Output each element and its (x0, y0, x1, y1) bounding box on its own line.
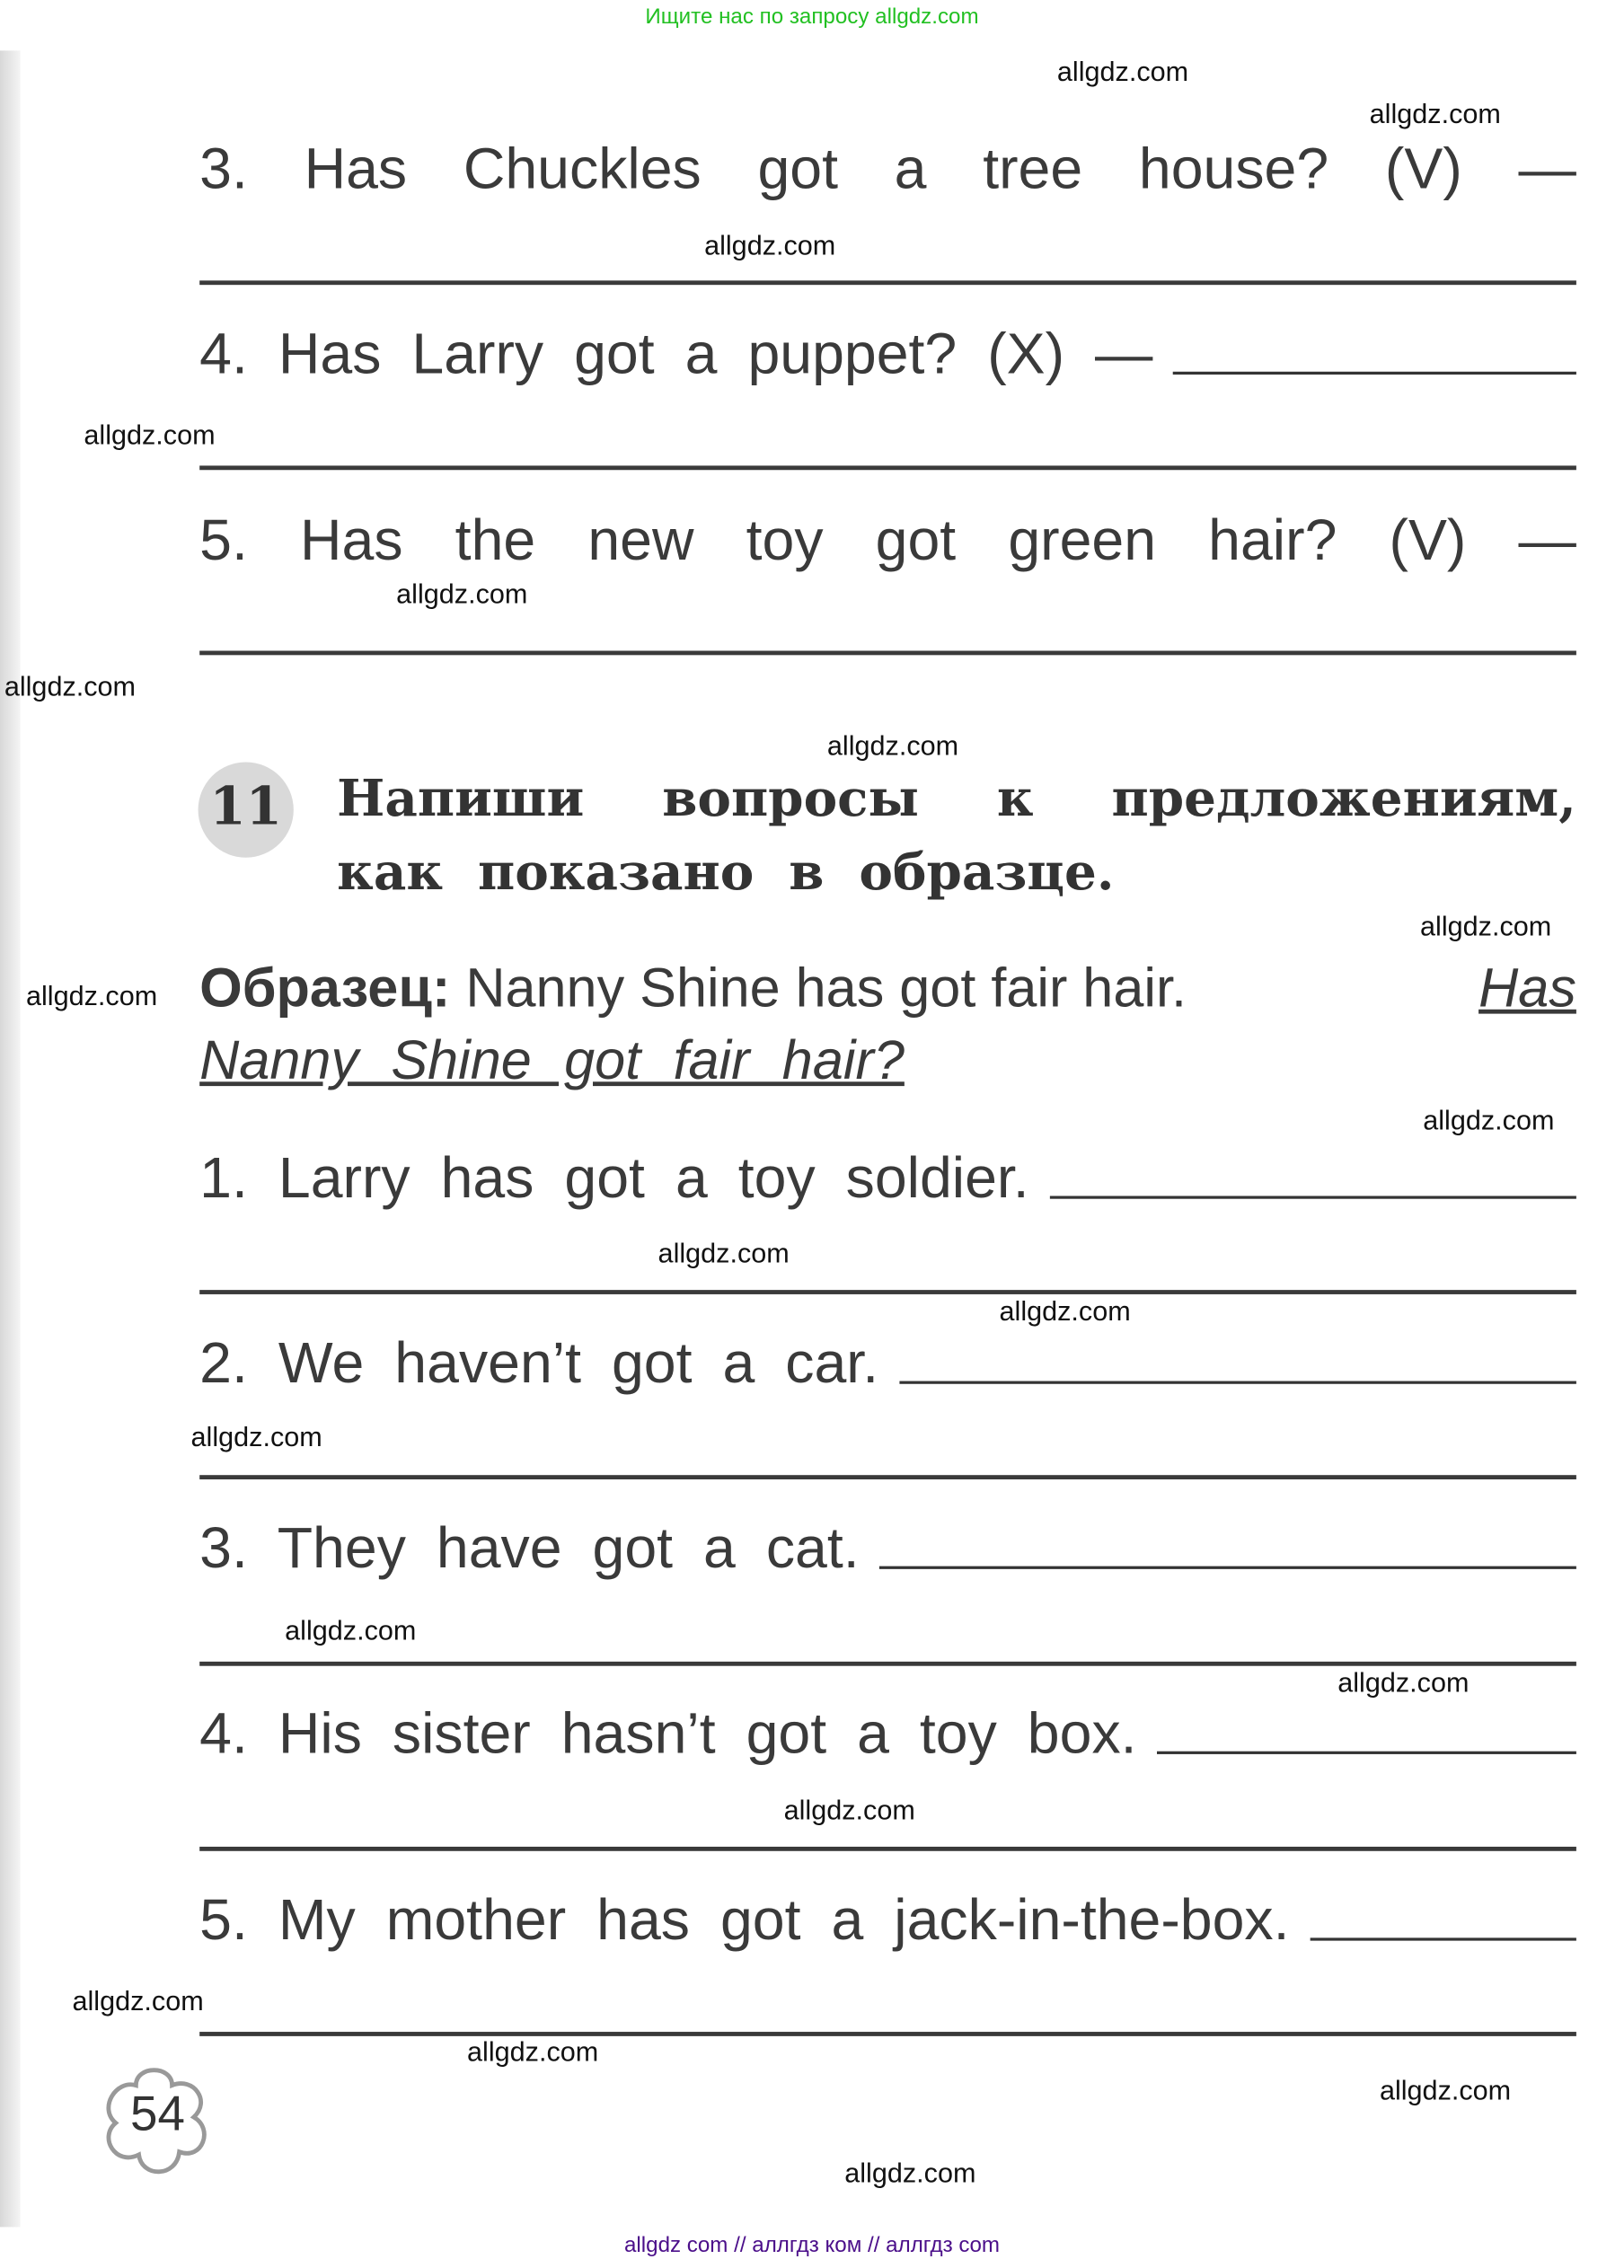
watermark: allgdz.com (783, 1796, 915, 1827)
item-4: 4. His sister hasn’t got a toy box. (199, 1702, 1576, 1766)
watermark: allgdz.com (25, 982, 158, 1012)
answer-blank[interactable] (1157, 1752, 1576, 1754)
item-1: 1. Larry has got a toy soldier. (199, 1147, 1576, 1211)
watermark: allgdz.com (1423, 1106, 1555, 1137)
sample-answer-end: Nanny Shine got fair hair? (199, 1030, 905, 1092)
answer-blank[interactable] (899, 1381, 1576, 1384)
answer-line[interactable] (199, 465, 1576, 470)
instruction-line-2: как показано в образце. (337, 843, 1115, 903)
answer-line[interactable] (199, 1847, 1576, 1851)
watermark: allgdz.com (1056, 57, 1189, 89)
answer-line[interactable] (199, 1662, 1576, 1666)
item-2: 2. We haven’t got a car. (199, 1332, 1576, 1396)
question-4: 4. Has Larry got a puppet? (X) — (199, 322, 1576, 386)
page-number: 54 (130, 2087, 185, 2142)
top-banner[interactable]: Ищите нас по запросу allgdz.com (645, 4, 979, 30)
answer-blank[interactable] (1310, 1937, 1576, 1940)
exercise-number: 11 (199, 762, 294, 857)
sample-sentence: Nanny Shine has got fair hair. (465, 958, 1187, 1020)
watermark: allgdz.com (72, 1987, 204, 2017)
page-number-badge (93, 2065, 223, 2178)
watermark: allgdz.com (704, 231, 836, 262)
question-5: 5. Has the new toy got green hair? (V) — (199, 508, 1576, 573)
watermark: allgdz.com (658, 1239, 790, 1270)
watermark: allgdz.com (1369, 100, 1501, 130)
page-edge (0, 50, 21, 2227)
sample-line-2 (199, 1029, 905, 1093)
instruction-line-1: Напиши вопросы к предложениям, (337, 769, 1576, 829)
watermark: allgdz.com (999, 1297, 1131, 1328)
question-3: 3. Has Chuckles got a tree house? (V) — (199, 137, 1576, 201)
watermark: allgdz.com (826, 731, 959, 763)
answer-line[interactable] (199, 1475, 1576, 1479)
item-3: 3. They have got a cat. (199, 1517, 1576, 1581)
watermark: allgdz.com (4, 672, 137, 703)
watermark: allgdz.com (190, 1423, 322, 1454)
answer-line[interactable] (199, 2032, 1576, 2036)
item-5: 5. My mother has got a jack-in-the-box. (199, 1889, 1576, 1953)
answer-line[interactable] (199, 280, 1576, 285)
watermark: allgdz.com (1337, 1668, 1470, 1699)
bottom-banner[interactable]: allgdz com // аллгдз ком // аллгдз com (623, 2232, 1001, 2258)
watermark: allgdz.com (467, 2037, 599, 2069)
answer-line[interactable] (199, 651, 1576, 656)
answer-blank[interactable] (1173, 372, 1576, 375)
sample-line-1 (199, 958, 1576, 1021)
watermark: allgdz.com (84, 420, 216, 452)
watermark: allgdz.com (1379, 2076, 1512, 2107)
answer-blank[interactable] (879, 1566, 1576, 1569)
sample-answer-start: Has (1478, 958, 1576, 1020)
answer-blank[interactable] (1049, 1196, 1576, 1198)
watermark: allgdz.com (1420, 912, 1552, 943)
answer-line[interactable] (199, 1290, 1576, 1294)
sample-label: Образец: (199, 958, 451, 1020)
watermark: allgdz.com (844, 2158, 976, 2190)
watermark: allgdz.com (396, 579, 528, 611)
watermark: allgdz.com (285, 1616, 417, 1647)
